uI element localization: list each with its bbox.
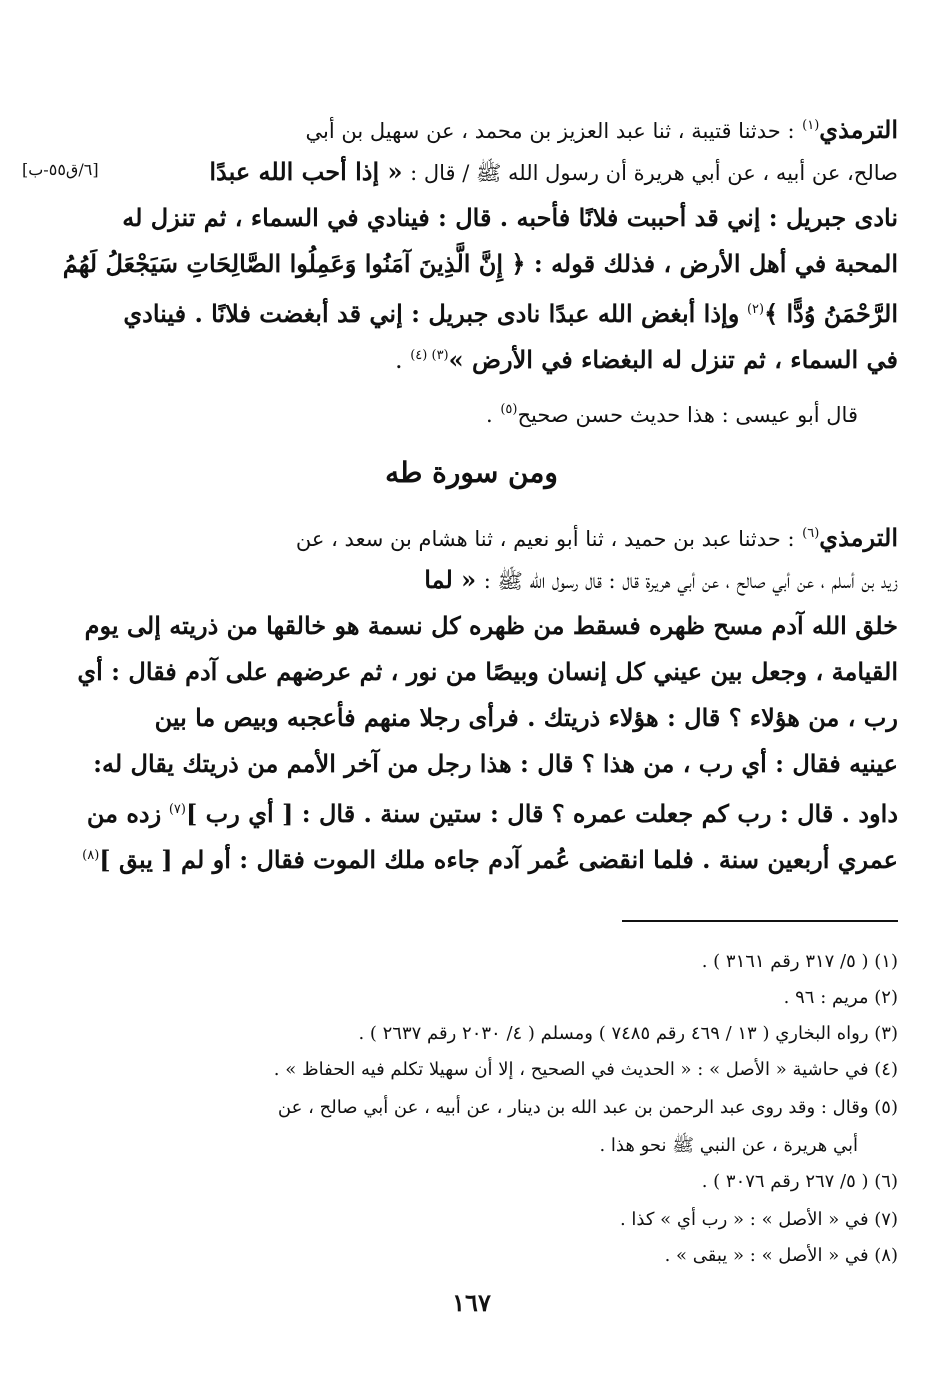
footnote-8: (٨) في « الأصل » : « يبقى » . xyxy=(664,1245,898,1266)
footnote-4: (٤) في حاشية « الأصل » : « الحديث في الصحيح ، إلا أن سهيلا تكلم فيه الحفاظ » . xyxy=(273,1059,898,1080)
page-number: ١٦٧ xyxy=(452,1288,491,1317)
footnote-5: (٥) وقال : وقد روى عبد الرحمن بن عبد الله بن دينار ، عن أبيه ، عن أبي صالح ، عن xyxy=(277,1097,898,1118)
s2-line-5: رب ، من هؤلاء ؟ قال : هؤلاء ذريتك . فرأى رجلا منهم فأعجبه وبيص ما بين xyxy=(154,703,898,732)
footnote-7: (٧) في « الأصل » : « رب أي » كذا . xyxy=(619,1209,898,1230)
s2-line-4: القيامة ، وجعل بين عيني كل إنسان وبيصًا من نور ، ثم عرضهم على آدم فقال : أي xyxy=(77,657,898,686)
s1-line-1: الترمذي$^{(١)}$ : حدثنا قتيبة ، ثنا عبد العزيز بن محمد ، عن سهيل بن أبي xyxy=(305,115,898,144)
s2-line-1: الترمذي$^{(٦)}$ : حدثنا عبد بن حميد ، ثنا أبو نعيم ، ثنا هشام بن سعد ، عن xyxy=(295,523,898,552)
s1-line-2: صالح، عن أبيه ، عن أبي هريرة أن رسول الله ﷺ / قال : « إذا أحب الله عبدًا xyxy=(209,157,898,186)
s1-line-4: المحبة في أهل الأرض ، فذلك قوله : ﴿ إِنَّ الَّذِينَ آمَنُوا وَعَمِلُوا الصَّالِحَاتِ سَيَجْعَلُ لَهُمُ xyxy=(62,249,898,278)
s2-line-8: عمري أربعين سنة . فلما انقضى عُمر آدم جاءه ملك الموت فقال : أو لم [ يبق ]$^{(٨)}$ xyxy=(82,845,898,874)
s2-line-6: عينيه فقال : أي رب ، من هذا ؟ قال : هذا رجل من آخر الأمم من ذريتك يقال له: xyxy=(93,749,898,778)
footnote-2: (٢) مريم : ٩٦ . xyxy=(783,987,898,1008)
s2-line-7: داود . قال : رب كم جعلت عمره ؟ قال : ستين سنة . قال : [ أي رب ]$^{(٧)}$ زده من xyxy=(86,799,898,828)
s2-line-3: خلق الله آدم مسح ظهره فسقط من ظهره كل نسمة هو خالقها من ذريته إلى يوم xyxy=(84,611,898,640)
footnote-divider xyxy=(622,920,898,922)
footnote-3: (٣) رواه البخاري ( ١٣ / ٤٦٩ رقم ٧٤٨٥ ) ومسلم ( ٤/ ٢٠٣٠ رقم ٢٦٣٧ ) . xyxy=(358,1023,898,1044)
s1-line-5: الرَّحْمَنُ وُدًّا ﴾$^{(٢)}$ وإذا أبغض الله عبدًا نادى جبريل : إني قد أبغضت فلانًا . فينادي xyxy=(123,299,898,328)
marginal-manuscript-ref: [٦/ق٥٥-ب] xyxy=(22,160,99,179)
s1-line-7: قال أبو عيسى : هذا حديث حسن صحيح$^{(٥)}$ . xyxy=(486,402,858,427)
footnote-1: (١) ( ٥/ ٣١٧ رقم ٣١٦١ ) . xyxy=(701,951,898,972)
footnote-6: (٦) ( ٥/ ٢٦٧ رقم ٣٠٧٦ ) . xyxy=(701,1171,898,1192)
s1-line-3: نادى جبريل : إني قد أحببت فلانًا فأحبه . قال : فينادي في السماء ، ثم تنزل له xyxy=(122,203,898,232)
s2-line-2: زيد بن أسلم ، عن أبي صالح ، عن أبي هريرة قال : قال رسول الله ﷺ : « لما xyxy=(424,565,898,594)
footnote-5-cont: أبي هريرة ، عن النبي ﷺ نحو هذا . xyxy=(599,1135,858,1156)
s1-line-6: في السماء ، ثم تنزل له البغضاء في الأرض »$^{(٣) (٤)}$ . xyxy=(394,345,898,374)
surah-heading: ومن سورة طه xyxy=(385,456,558,489)
